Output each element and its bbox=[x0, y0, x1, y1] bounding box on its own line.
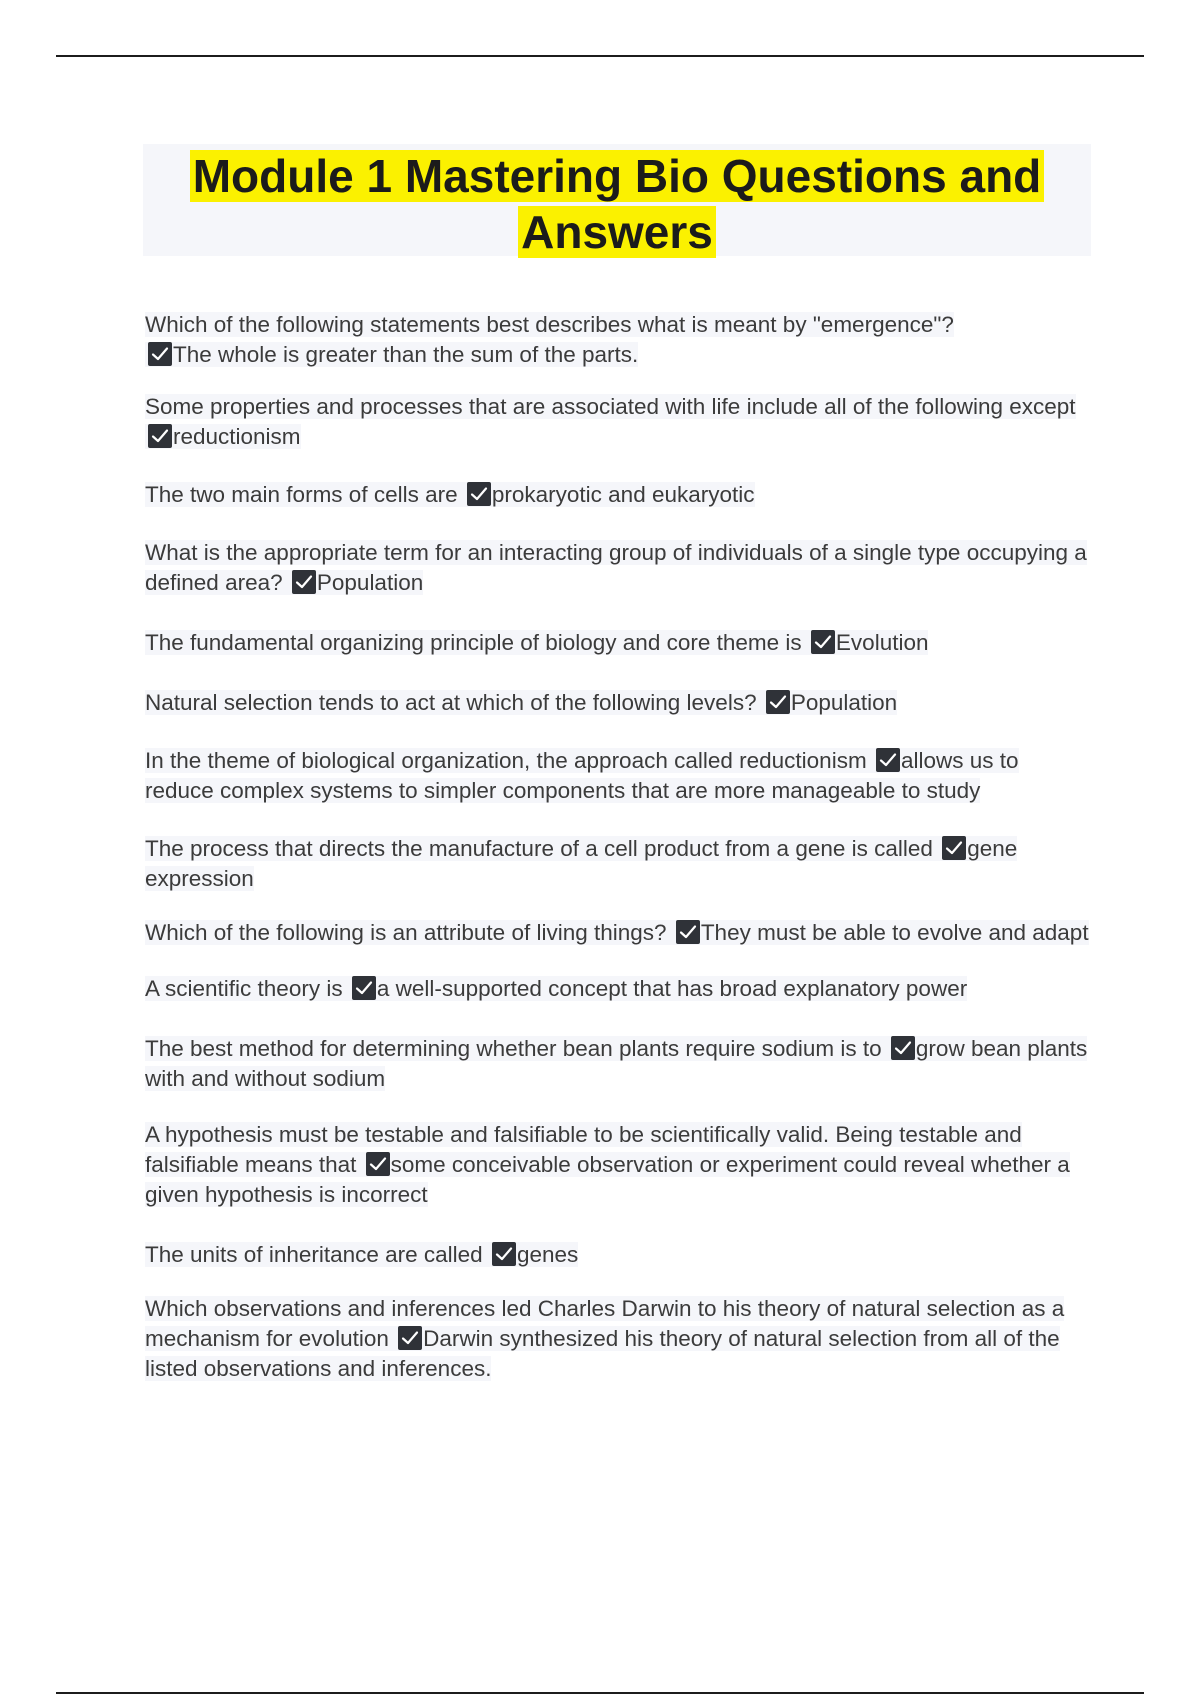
answer-text: genes bbox=[516, 1242, 579, 1267]
question-text: The fundamental organizing principle of biology and core theme is bbox=[145, 630, 802, 655]
answer-text: gene expression bbox=[145, 836, 1018, 891]
question-text: Which of the following is an attribute of living things? bbox=[145, 920, 667, 945]
answer-text: They must be able to evolve and adapt bbox=[700, 920, 1089, 945]
answer-text: The whole is greater than the sum of the parts. bbox=[173, 342, 639, 367]
qa-list bbox=[145, 310, 1090, 1384]
question-text: In the theme of biological organization, the approach called reductionism bbox=[145, 748, 867, 773]
answer-text: some conceivable observation or experiment could reveal whether a given hypothesis is incorrect bbox=[145, 1152, 1070, 1207]
qa-item bbox=[145, 538, 1090, 598]
check-mark-icon bbox=[811, 630, 835, 654]
qa-item bbox=[145, 1034, 1090, 1094]
check-mark-icon bbox=[492, 1242, 516, 1266]
question-text: The two main forms of cells are bbox=[145, 482, 458, 507]
question-text: The process that directs the manufacture of a cell product from a gene is called bbox=[145, 836, 933, 861]
answer-text: Evolution bbox=[835, 630, 929, 655]
answer-text: reductionism bbox=[173, 424, 301, 449]
check-mark-icon bbox=[766, 690, 790, 714]
question-text: Which observations and inferences led Charles Darwin to his theory of natural selection as a mechanism for evolution bbox=[145, 1296, 1065, 1351]
qa-item bbox=[145, 918, 1090, 948]
check-mark-icon bbox=[148, 424, 172, 448]
question-text: What is the appropriate term for an interacting group of individuals of a single type occupying a defined area? bbox=[145, 540, 1087, 595]
question-text: The units of inheritance are called bbox=[145, 1242, 483, 1267]
footer-rule bbox=[56, 1692, 1144, 1694]
check-mark-icon bbox=[942, 836, 966, 860]
check-mark-icon bbox=[676, 920, 700, 944]
qa-item bbox=[145, 688, 1090, 718]
check-mark-icon bbox=[292, 570, 316, 594]
check-mark-icon bbox=[876, 748, 900, 772]
check-mark-icon bbox=[467, 482, 491, 506]
answer-text: Population bbox=[790, 690, 898, 715]
check-mark-icon bbox=[352, 976, 376, 1000]
header-rule bbox=[56, 55, 1144, 57]
answer-text: allows us to reduce complex systems to simpler components that are more manageable to study bbox=[145, 748, 1019, 803]
answer-text: Population bbox=[316, 570, 424, 595]
question-text: A scientific theory is bbox=[145, 976, 343, 1001]
answer-text: Darwin synthesized his theory of natural selection from all of the listed observations and inferences. bbox=[145, 1326, 1060, 1381]
qa-item bbox=[145, 628, 1090, 658]
qa-item bbox=[145, 1294, 1090, 1384]
qa-item bbox=[145, 480, 1090, 510]
question-text: The best method for determining whether bean plants require sodium is to bbox=[145, 1036, 882, 1061]
answer-text: a well-supported concept that has broad explanatory power bbox=[376, 976, 968, 1001]
question-text: A hypothesis must be testable and falsifiable to be scientifically valid. Being testable and falsifiable means that bbox=[145, 1122, 1022, 1177]
page-title: Module 1 Mastering Bio Questions and Answers bbox=[190, 150, 1045, 258]
qa-item bbox=[145, 310, 1090, 370]
check-mark-icon bbox=[891, 1036, 915, 1060]
qa-item bbox=[145, 1120, 1090, 1210]
check-mark-icon bbox=[398, 1326, 422, 1350]
qa-item bbox=[145, 834, 1090, 894]
answer-text: grow bean plants with and without sodium bbox=[145, 1036, 1088, 1091]
check-mark-icon bbox=[366, 1152, 390, 1176]
check-mark-icon bbox=[148, 342, 172, 366]
qa-item bbox=[145, 746, 1090, 806]
question-text: Some properties and processes that are associated with life include all of the following except bbox=[145, 394, 1076, 419]
title-block bbox=[143, 144, 1091, 256]
answer-text: prokaryotic and eukaryotic bbox=[491, 482, 755, 507]
qa-item bbox=[145, 392, 1090, 452]
qa-item bbox=[145, 974, 1090, 1004]
qa-item bbox=[145, 1240, 1090, 1270]
question-text: Which of the following statements best describes what is meant by "emergence"? bbox=[145, 312, 954, 337]
question-text: Natural selection tends to act at which of the following levels? bbox=[145, 690, 757, 715]
